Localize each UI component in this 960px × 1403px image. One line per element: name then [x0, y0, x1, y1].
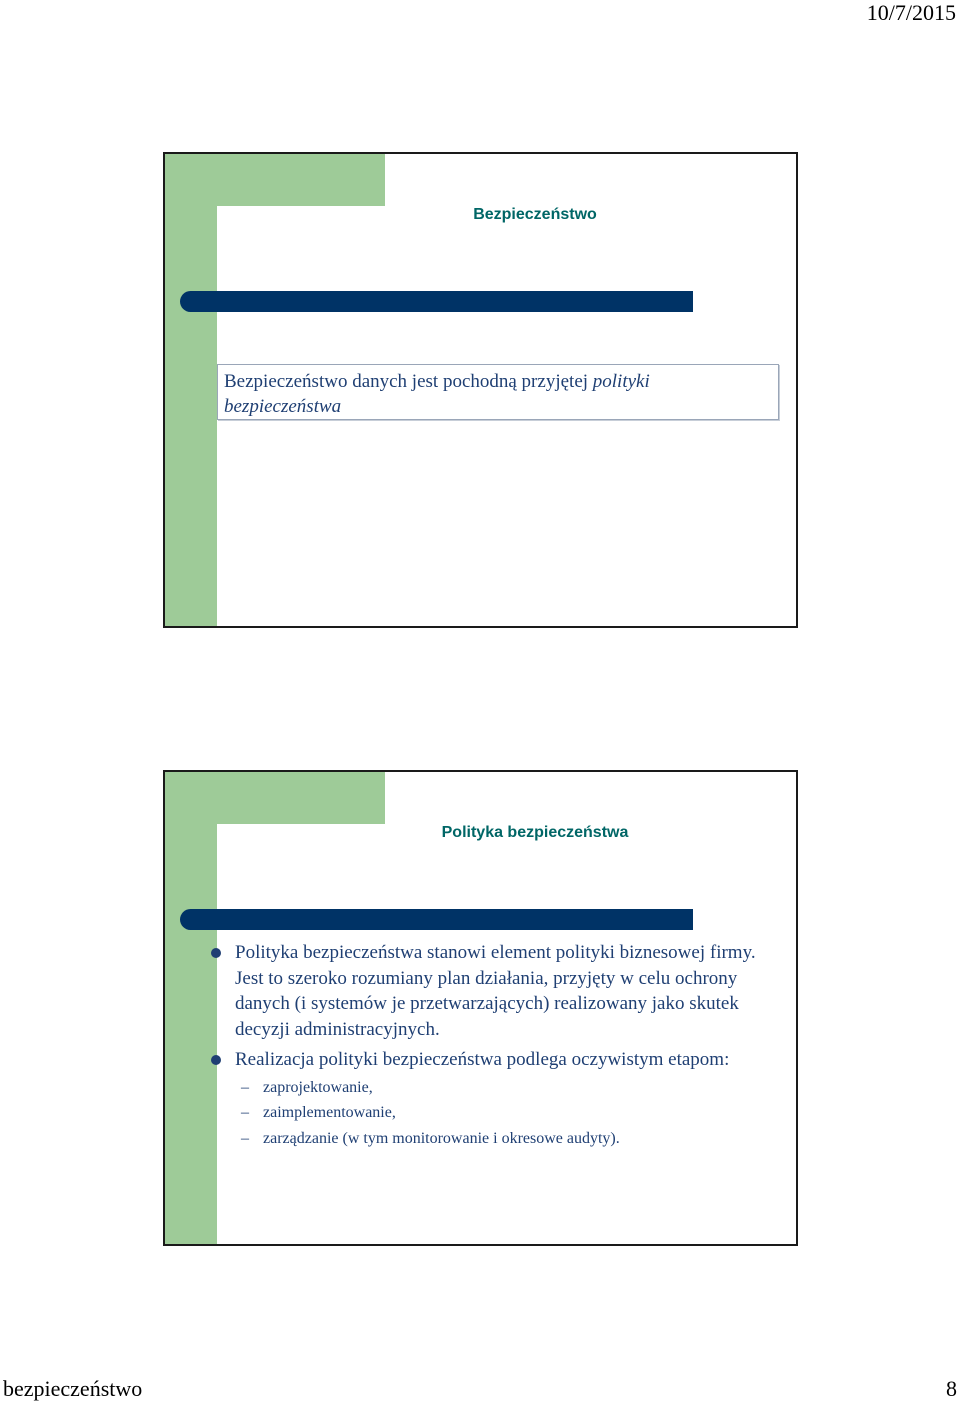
slide-2: [163, 770, 798, 1246]
bullet-dot-icon: [211, 1055, 221, 1065]
text-box-plain: Bezpieczeństwo danych jest pochodną przyjętej: [224, 371, 593, 392]
sub-item-text: zaimplementowanie,: [263, 1104, 396, 1121]
sub-list: [235, 1075, 780, 1152]
sub-item: [235, 1126, 780, 1152]
dash-icon: –: [241, 1129, 249, 1147]
slide-text-box: [217, 364, 779, 420]
bullet-text: Polityka bezpieczeństwa stanowi element polityki biznesowej firmy. Jest to szeroko rozumiany plan działania, przyjęty w celu ochrony danych (i systemów je przetwarzających) realizowany jako skutek decyzji administracyjnych.: [235, 942, 756, 1040]
slide-title: Polityka bezpieczeństwa: [441, 824, 629, 841]
slide-green-band: [165, 154, 217, 626]
page-number: 8: [946, 1376, 957, 1401]
slide-white-corner: [217, 824, 277, 884]
dash-icon: –: [241, 1078, 249, 1096]
slide-1: [163, 152, 798, 628]
bullet-dot-icon: [211, 948, 221, 958]
text-box-italic-b: bezpieczeństwa: [224, 396, 342, 417]
sub-item: [235, 1100, 780, 1126]
slide-title: Bezpieczeństwo: [473, 206, 597, 223]
dash-icon: –: [241, 1104, 249, 1121]
sub-item: [235, 1075, 780, 1101]
bullet-text: Realizacja polityki bezpieczeństwa podlega oczywistym etapom:: [235, 1049, 730, 1070]
slide-white-corner: [217, 206, 277, 266]
sub-item-text: zaprojektowanie,: [263, 1078, 373, 1096]
slide-navy-bar: [180, 291, 693, 312]
slide-green-corner: [165, 154, 385, 206]
text-box-italic-a: polityki: [592, 371, 650, 392]
bullet-item: [235, 940, 780, 1042]
bullet-item: [235, 1047, 780, 1151]
slide-green-corner: [165, 772, 385, 824]
slide-navy-bar: [180, 909, 693, 930]
footer-label: bezpieczeństwo: [3, 1376, 143, 1401]
slide-green-band: [165, 772, 217, 1244]
bullet-list: [235, 940, 780, 1156]
page-date: 10/7/2015: [866, 0, 956, 25]
sub-item-text: zarządzanie (w tym monitorowanie i okresowe audyty).: [263, 1129, 620, 1147]
